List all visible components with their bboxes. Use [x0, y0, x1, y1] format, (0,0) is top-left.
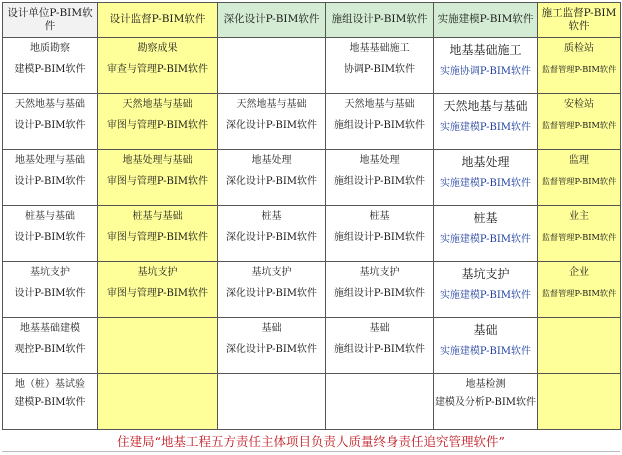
cell-subtitle: 设计P-BIM软件 — [14, 119, 86, 131]
cell-subtitle: 监督管理P-BIM软件 — [541, 287, 617, 298]
cell-title: 桩基与基础 — [132, 211, 183, 222]
cell-title: 桩基 — [261, 211, 282, 222]
cell-subtitle: 施组设计P-BIM软件 — [333, 343, 426, 355]
cell — [98, 150, 218, 206]
cell-title: 地基检测 — [465, 379, 506, 390]
cell — [326, 318, 434, 374]
cell-title: 地基基础施工 — [449, 43, 522, 57]
cell-title: 地基处理与基础 — [15, 155, 85, 166]
header-design-unit: 设计单位P-BIM软件 — [3, 3, 98, 38]
cell-title: 地基处理 — [461, 155, 510, 169]
cell — [218, 94, 326, 150]
table-row — [3, 94, 621, 150]
header-deepening-design: 深化设计P-BIM软件 — [218, 3, 326, 38]
cell — [434, 150, 538, 206]
header-row — [3, 3, 621, 38]
cell-title: 天然地基与基础 — [15, 99, 85, 110]
cell — [98, 262, 218, 318]
cell-subtitle: 实施建模P-BIM软件 — [439, 178, 532, 189]
cell-title: 地基处理与基础 — [122, 155, 193, 166]
cell — [326, 262, 434, 318]
cell-subtitle: 监督管理P-BIM软件 — [541, 231, 617, 242]
cell — [98, 206, 218, 262]
cell — [218, 318, 326, 374]
cell — [434, 38, 538, 94]
cell-title: 勘察成果 — [137, 43, 178, 54]
cell — [326, 150, 434, 206]
cell-subtitle: 深化设计P-BIM软件 — [225, 287, 318, 299]
cell-title: 基坑支护 — [461, 267, 510, 281]
cell — [3, 374, 98, 430]
cell-title: 企业 — [569, 267, 589, 278]
cell-title: 基础 — [369, 323, 390, 334]
table-row — [3, 150, 621, 206]
cell-subtitle: 深化设计P-BIM软件 — [225, 231, 318, 243]
cell — [218, 262, 326, 318]
cell-subtitle: 深化设计P-BIM软件 — [225, 343, 318, 355]
cell — [434, 94, 538, 150]
cell-subtitle: 监督管理P-BIM软件 — [541, 119, 617, 130]
cell-subtitle: 深化设计P-BIM软件 — [225, 175, 318, 187]
cell-title: 质检站 — [564, 43, 594, 54]
cell — [538, 38, 621, 94]
table-row — [3, 262, 621, 318]
cell-title: 天然地基与基础 — [236, 99, 307, 110]
cell-subtitle: 观控P-BIM软件 — [14, 343, 86, 355]
cell-title: 桩基 — [369, 211, 390, 222]
cell — [3, 318, 98, 374]
cell-subtitle: 深化设计P-BIM软件 — [225, 119, 318, 131]
header-construction-supervision: 施工监督P-BIM软件 — [538, 3, 621, 38]
cell-subtitle: 审图与管理P-BIM软件 — [106, 175, 209, 187]
header-design-supervision: 设计监督P-BIM软件 — [98, 3, 218, 38]
cell — [326, 38, 434, 94]
cell — [538, 262, 621, 318]
cell-subtitle: 审查与管理P-BIM软件 — [106, 63, 209, 75]
cell-title: 业主 — [569, 211, 589, 222]
cell — [218, 206, 326, 262]
cell-title: 地（桩）基试验 — [15, 379, 85, 390]
cell-subtitle: 建模P-BIM软件 — [14, 63, 86, 75]
cell-title: 安检站 — [564, 99, 594, 110]
cell-subtitle: 施组设计P-BIM软件 — [333, 175, 426, 187]
cell-subtitle: 审图与管理P-BIM软件 — [106, 119, 209, 131]
table-row — [3, 38, 621, 94]
cell-title: 桩基 — [473, 211, 498, 225]
footer-caption: 住建局“地基工程五方责任主体项目负责人质量终身责任追究管理软件” — [117, 434, 505, 449]
cell — [326, 206, 434, 262]
cell — [434, 262, 538, 318]
cell-title: 基础 — [261, 323, 282, 334]
cell-subtitle: 监督管理P-BIM软件 — [541, 63, 617, 74]
cell-title: 基础 — [473, 323, 498, 337]
cell — [3, 38, 98, 94]
cell-title: 地基处理 — [359, 155, 400, 166]
header-implementation-modeling: 实施建模P-BIM软件 — [434, 3, 538, 38]
cell-title: 桩基与基础 — [25, 211, 75, 222]
cell — [434, 318, 538, 374]
header-construction-design: 施组设计P-BIM软件 — [326, 3, 434, 38]
cell — [3, 150, 98, 206]
cell — [538, 206, 621, 262]
cell-subtitle: 设计P-BIM软件 — [14, 287, 86, 299]
cell-title: 基坑支护 — [359, 267, 400, 278]
cell — [538, 94, 621, 150]
table-row — [3, 318, 621, 374]
cell-empty — [538, 318, 621, 374]
cell — [3, 94, 98, 150]
cell-subtitle: 建模P-BIM软件 — [14, 396, 86, 408]
cell-empty — [538, 374, 621, 430]
cell-subtitle: 实施建模P-BIM软件 — [439, 234, 532, 245]
cell-title: 监理 — [569, 155, 589, 166]
cell-title: 地基基础施工 — [349, 43, 410, 54]
cell-subtitle: 设计P-BIM软件 — [14, 175, 86, 187]
divider — [2, 451, 620, 452]
software-matrix-table — [2, 2, 621, 430]
cell-subtitle: 协调P-BIM软件 — [343, 63, 416, 75]
cell-empty — [218, 38, 326, 94]
cell-title: 天然地基与基础 — [344, 99, 415, 110]
cell-subtitle: 施组设计P-BIM软件 — [333, 287, 426, 299]
cell-subtitle: 实施建模P-BIM软件 — [439, 122, 532, 133]
cell-subtitle: 设计P-BIM软件 — [14, 231, 86, 243]
table-row — [3, 206, 621, 262]
cell — [3, 262, 98, 318]
cell-subtitle: 审图与管理P-BIM软件 — [106, 287, 209, 299]
cell — [3, 206, 98, 262]
cell-title: 地基处理 — [251, 155, 292, 166]
cell-empty — [98, 318, 218, 374]
cell-subtitle: 实施建模P-BIM软件 — [439, 346, 532, 357]
cell — [218, 150, 326, 206]
cell-empty — [98, 374, 218, 430]
cell — [538, 150, 621, 206]
table-row — [3, 374, 621, 430]
cell-subtitle: 施组设计P-BIM软件 — [333, 119, 426, 131]
cell-empty — [218, 374, 326, 430]
cell-title: 基坑支护 — [30, 267, 70, 278]
cell-subtitle: 建模及分析P-BIM软件 — [434, 396, 537, 408]
cell-title: 天然地基与基础 — [122, 99, 193, 110]
cell — [434, 374, 538, 430]
cell-empty — [326, 374, 434, 430]
cell — [326, 94, 434, 150]
cell-title: 天然地基与基础 — [443, 99, 528, 113]
cell-subtitle: 审图与管理P-BIM软件 — [106, 231, 209, 243]
cell-title: 地质勘察 — [30, 43, 70, 54]
cell-subtitle: 监督管理P-BIM软件 — [541, 175, 617, 186]
cell-subtitle: 实施建模P-BIM软件 — [439, 290, 532, 301]
cell-title: 基坑支护 — [137, 267, 178, 278]
cell-title: 基坑支护 — [251, 267, 292, 278]
cell-subtitle: 施组设计P-BIM软件 — [333, 231, 426, 243]
cell — [98, 94, 218, 150]
cell-subtitle: 实施协调P-BIM软件 — [439, 66, 532, 77]
cell-title: 地基基础建模 — [20, 323, 80, 334]
cell — [98, 38, 218, 94]
cell — [434, 206, 538, 262]
